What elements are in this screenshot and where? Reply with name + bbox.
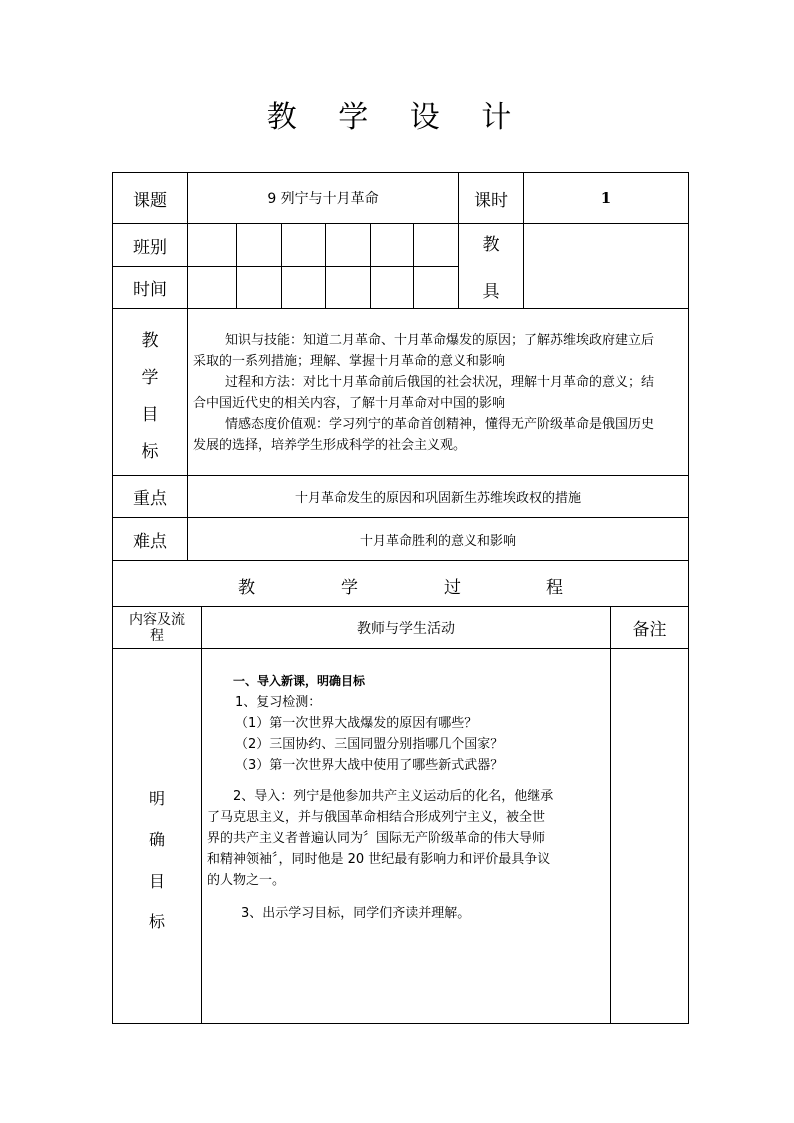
step3-line: 3、出示学习目标，同学们齐读并理解。 [241,906,471,921]
section-char: 目 [149,872,166,891]
activity-content [207,671,607,924]
section-label [113,649,201,1023]
rule [112,223,689,224]
hours-value: 1 [600,189,612,207]
document-title: 教 学 设 计 [266,100,528,135]
hours-label: 课时 [474,190,508,211]
goal-line: 知识与技能：知道二月革命、十月革命爆发的原因；了解苏维埃政府建立后 [225,333,655,348]
section-char: 明 [149,789,166,808]
difficult-point-label: 难点 [133,531,167,552]
goals-char: 教 [141,331,159,351]
intro-line: 2、导入：列宁是他参加共产主义运动后的化名，他继承 [233,789,554,804]
rule [325,223,326,309]
process-char: 教 [238,578,255,598]
goal-line: 发展的选择，培养学生形成科学的社会主义观。 [193,438,467,453]
process-char: 程 [546,578,563,598]
goal-line: 情感态度价值观：学习列宁的革命首创精神，懂得无产阶级革命是俄国历史 [225,417,655,432]
tools-label [459,224,523,308]
goals-label [113,309,187,475]
process-char: 过 [444,578,461,598]
goals-char: 标 [141,442,159,462]
intro-line: 和精神领袖〞，同时他是 20 世纪最有影响力和评价最具争议 [207,852,551,867]
review-question: （3）第一次世界大战中使用了哪些新式武器？ [235,758,504,773]
review-title: 1、复习检测： [235,695,322,710]
class-label: 班别 [133,237,167,258]
table-border-right [688,172,689,1024]
review-question: （2）三国协约、三国同盟分别指哪几个国家？ [235,737,504,752]
goals-char: 学 [141,368,159,388]
time-label: 时间 [133,280,167,300]
goal-line: 采取的一系列措施；理解、掌握十月革命的意义和影响 [193,354,506,369]
rule [112,308,689,309]
section-char: 确 [149,830,166,849]
review-question: （1）第一次世界大战爆发的原因有哪些？ [235,716,478,731]
rule [281,223,282,309]
intro-line: 的人物之一。 [207,873,286,888]
rule [236,223,237,309]
header-line: 程 [150,627,164,644]
process-title [113,561,688,606]
goal-line: 合中国近代史的相关内容，了解十月革命对中国的影响 [193,396,506,411]
goal-line: 过程和方法：对比十月革命前后俄国的社会状况，理解十月革命的意义；结 [225,375,655,390]
goals-text [193,330,685,456]
notes-cell [611,649,688,1023]
rule [201,606,202,1024]
activity-heading: 一、导入新课，明确目标 [233,674,366,688]
rule [370,223,371,309]
activity-header: 教师与学生活动 [357,620,455,637]
notes-header: 备注 [632,620,667,640]
course-title: 9 列宁与十月革命 [267,191,379,207]
intro-line: 了马克思主义，并与俄国革命相结合形成列宁主义，被全世 [207,810,546,825]
content-flow-header [113,607,201,648]
key-point-label: 重点 [133,489,167,509]
tools-char: 具 [482,282,500,302]
header-line: 内容及流 [129,611,185,628]
table-border-bottom [112,1023,689,1024]
difficult-point-text: 十月革命胜利的意义和影响 [359,533,516,549]
goals-char: 目 [141,405,159,425]
tools-char: 教 [482,235,500,255]
process-char: 学 [341,578,358,598]
course-label: 课题 [133,190,167,211]
intro-line: 界的共产主义者普遍认同为〞国际无产阶级革命的伟大导师 [207,831,546,846]
rule [413,223,414,309]
key-point-text: 十月革命发生的原因和巩固新生苏维埃政权的措施 [294,491,581,506]
section-char: 标 [149,912,166,931]
